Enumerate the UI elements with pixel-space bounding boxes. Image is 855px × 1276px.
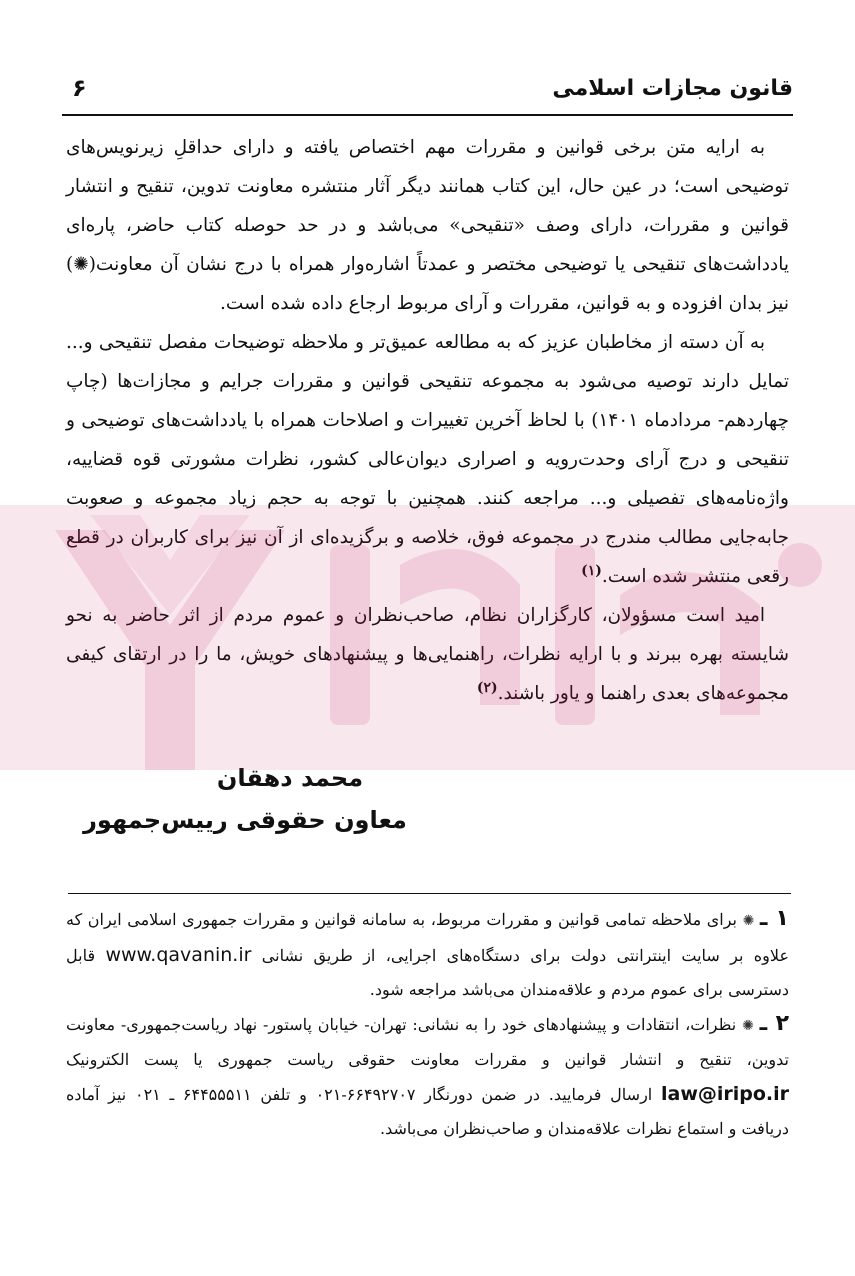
footnote-1-number: ۱ ـ <box>759 906 789 931</box>
footnote-1 <box>66 902 789 1007</box>
footnotes <box>66 902 789 1146</box>
paragraph-3-text: امید است مسؤولان، کارگزاران نظام، صاحب‌نظران و عموم مردم از اثر حاضر به نحو شایسته بهره ببرند و با ارایه نظرات، راهنمایی‌ها و پیشنهادهای خویش، ما را در ارتقای کیفی مجموعه‌های بعدی راهنما و یاور باشند. <box>66 605 789 704</box>
footnote-divider <box>68 893 791 894</box>
qavanin-url-link[interactable]: www.qavanin.ir <box>105 944 252 966</box>
signatory-name: محمد دهقان <box>216 764 364 792</box>
page-header <box>62 74 793 116</box>
footnote-2-text: نظرات، انتقادات و پیشنهادهای خود را به نشانی: تهران- خیابان پاستور- نهاد ریاست‌جمهوری- معاونت تدوین، تنقیح و انتشار قوانین و مقررات معاونت حقوقی ریاست جمهوری یا پست الکترونیک <box>66 1015 789 1069</box>
paragraph-3 <box>66 596 789 713</box>
honor-emblem-icon: ✺ <box>742 1018 754 1034</box>
footnote-2 <box>66 1007 789 1146</box>
signatory-role: معاون حقوقی رییس‌جمهور <box>83 806 407 834</box>
body-text <box>66 128 789 713</box>
footnote-ref-1[interactable]: (۱) <box>581 562 602 579</box>
footnote-ref-2[interactable]: (۲) <box>476 679 498 696</box>
footnote-2-text-after: ارسال فرمایید. در ضمن دورنگار ۶۶۴۹۲۷۰۷-۰۲۱ و تلفن ۶۴۴۵۵۵۱۱ ـ ۰۲۱ نیز آماده دریافت و استماع نظرات علاقه‌مندان و صاحب‌نظران می‌باشد. <box>66 1085 789 1138</box>
paragraph-2-text: به آن دسته از مخاطبان عزیز که به مطالعه عمیق‌تر و ملاحظه توضیحات مفصل تنقیحی و... تمایل دارند توصیه می‌شود به مجموعه تنقیحی قوانین و مقررات جرایم و مجازات‌ها (چاپ چهاردهم- مردادماه ۱۴۰۱) با لحاظ آخرین تغییرات و اصلاحات همراه با یادداشت‌های توضیحی و تنقیحی و درج آرای وحدت‌رویه و اصراری دیوان‌عالی کشور، نظرات مشورتی قوه قضاییه، واژه‌نامه‌های تفصیلی و... مراجعه کنند. همچنین با توجه به حجم زیاد مجموعه و صعوبت جابه‌جایی مطالب مندرج در مجموعه فوق، خلاصه و برگزیده‌ای از آن نیز برای کاربران در قطع رقعی منتشر شده است. <box>66 332 789 587</box>
honor-emblem-icon: ✺ <box>742 913 755 929</box>
page-number: ۶ <box>72 74 87 102</box>
paragraph-2 <box>66 323 789 596</box>
running-title: قانون مجازات اسلامی <box>552 76 793 101</box>
footnote-2-number: ۲ ـ <box>759 1011 790 1036</box>
footnote-1-text-after: قابل دسترسی برای عموم مردم و علاقه‌مندان می‌باشد مراجعه شود. <box>66 946 789 999</box>
footnote-1-text: برای ملاحظه تمامی قوانین و مقررات مربوط، به سامانه قوانین و مقررات جمهوری اسلامی ایران که علاوه بر سایت اینترانتی دولت برای دستگاه‌های اجرایی، از طریق نشانی <box>66 910 789 965</box>
email-link[interactable]: law@iripo.ir <box>660 1083 790 1105</box>
paragraph-1: به ارایه متن برخی قوانین و مقررات مهم اختصاص یافته و دارای حداقلِ زیرنویس‌های توضیحی است؛ در عین حال، این کتاب همانند دیگر آثار منتشره معاونت تدوین، تنقیح و انتشار قوانین و مقررات، دارای وصف «تنقیحی» می‌باشد و در حد حوصله کتاب حاضر، پاره‌ای یادداشت‌های تنقیحی یا توضیحی مختصر و عمدتاً اشاره‌وار همراه با درج نشان آن معاونت(✺) نیز بدان افزوده و به قوانین، مقررات و آرای مربوط ارجاع داده شده است. <box>66 137 789 314</box>
